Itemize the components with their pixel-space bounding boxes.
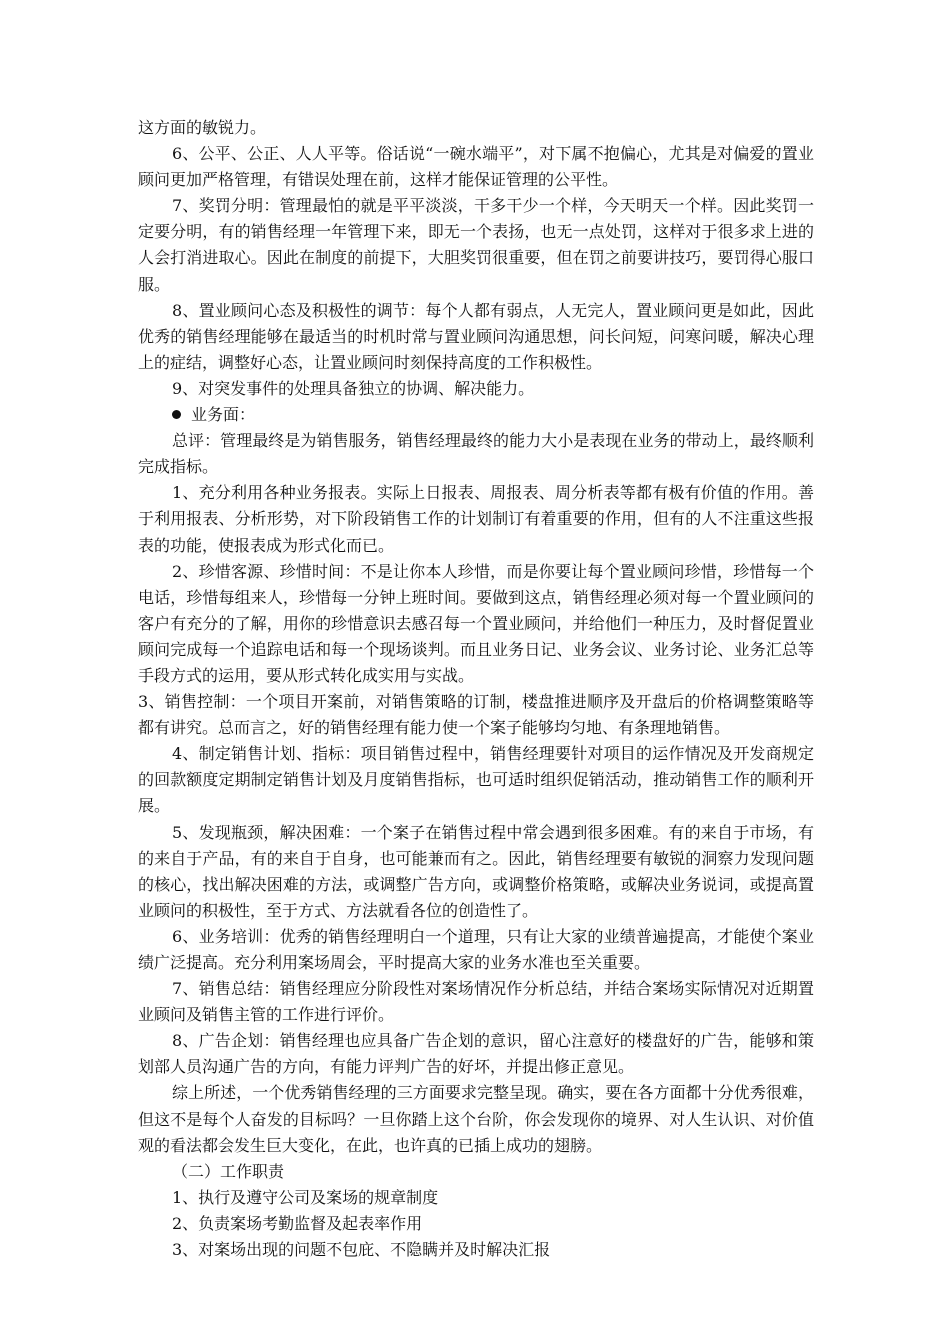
duty-item: 3、对案场出现的问题不包庇、不隐瞒并及时解决汇报 <box>172 1240 551 1260</box>
paragraph-training: 6、业务培训：优秀的销售经理明白一个道理，只有让大家的业绩普遍提高，才能使个案业绩广泛提高。充分利用案场周会，平时提高大家的业务水准也至关重要。 <box>138 926 814 972</box>
paragraph-advertising: 8、广告企划：销售经理也应具备广告企划的意识，留心注意好的楼盘好的广告，能够和策划部人员沟通广告的方向，有能力评判广告的好坏，并提出修正意见。 <box>138 1031 814 1077</box>
bullet-icon <box>172 410 181 419</box>
paragraph-sales-control: 3、销售控制：一个项目开案前，对销售策略的订制，楼盘推进顺序及开盘后的价格调整策略等都有讲究。总而言之，好的销售经理有能力使一个案子能够均匀地、有条理地销售。 <box>138 692 814 738</box>
paragraph-conclusion: 综上所述，一个优秀销售经理的三方面要求完整呈现。确实，要在各方面都十分优秀很难，但这不是每个人奋发的目标吗？一旦你踏上这个台阶，你会发现你的境界、对人生认识、对价值观的看法都会发生巨大变化，在此，也许真的已插上成功的翅膀。 <box>138 1083 814 1155</box>
section-heading-duties: （二）工作职责 <box>172 1161 285 1181</box>
section-heading-label: 业务面： <box>191 405 256 425</box>
paragraph-clients: 2、珍惜客源、珍惜时间：不是让你本人珍惜，而是你要让每个置业顾问珍惜，珍惜每一个电话，珍惜每组来人，珍惜每一分钟上班时间。要做到这点，销售经理必须对每一个置业顾问的客户有充分的了解，用你的珍惜意识去感召每一个置业顾问，并给他们一种压力，及时督促置业顾问完成每一个追踪电话和每一个现场谈判。而且业务日记、业务会议、业务讨论、业务汇总等手段方式的运用，要从形式转化成实用与实战。 <box>138 561 814 685</box>
duty-item: 2、负责案场考勤监督及起表率作用 <box>172 1213 423 1233</box>
document-page <box>138 115 814 1263</box>
paragraph-reports: 1、充分利用各种业务报表。实际上日报表、周报表、周分析表等都有极有价值的作用。善于利用报表、分析形势，对下阶段销售工作的计划制订有着重要的作用，但有的人不注重这些报表的功能，使报表成为形式化而已。 <box>138 483 814 555</box>
paragraph-emergency: 9、对突发事件的处理具备独立的协调、解决能力。 <box>172 378 535 398</box>
duty-item: 1、执行及遵守公司及案场的规章制度 <box>172 1187 439 1207</box>
paragraph-bottleneck: 5、发现瓶颈，解决困难：一个案子在销售过程中常会遇到很多困难。有的来自于市场，有的来自于产品，有的来自于自身，也可能兼而有之。因此，销售经理要有敏锐的洞察力发现问题的核心，找出解决困难的方法，或调整广告方向，或调整价格策略，或解决业务说词，或提高置业顾问的积极性，至于方式、方法就看各位的创造性了。 <box>138 822 814 920</box>
paragraph-continuation: 这方面的敏锐力。 <box>138 118 267 137</box>
paragraph-summary: 总评：管理最终是为销售服务，销售经理最终的能力大小是表现在业务的带动上，最终顺利完成指标。 <box>138 431 814 477</box>
paragraph-sales-summary: 7、销售总结：销售经理应分阶段性对案场情况作分析总结，并结合案场实际情况对近期置业顾问及销售主管的工作进行评价。 <box>138 979 814 1025</box>
paragraph-rewards: 7、奖罚分明：管理最怕的就是平平淡淡，干多干少一个样，今天明天一个样。因此奖罚一定要分明，有的销售经理一年管理下来，即无一个表扬，也无一点处罚，这样对于很多求上进的人会打消进取心。因此在制度的前提下，大胆奖罚很重要，但在罚之前要讲技巧，要罚得心服口服。 <box>138 196 814 294</box>
paragraph-fairness: 6、公平、公正、人人平等。俗话说“一碗水端平”，对下属不抱偏心，尤其是对偏爱的置业顾问更加严格管理，有错误处理在前，这样才能保证管理的公平性。 <box>138 144 814 190</box>
paragraph-mindset: 8、置业顾问心态及积极性的调节：每个人都有弱点，人无完人，置业顾问更是如此，因此优秀的销售经理能够在最适当的时机时常与置业顾问沟通思想，问长问短，问寒问暖，解决心理上的症结，调整好心态，让置业顾问时刻保持高度的工作积极性。 <box>138 300 814 372</box>
paragraph-sales-plan: 4、制定销售计划、指标：项目销售过程中，销售经理要针对项目的运作情况及开发商规定的回款额度定期制定销售计划及月度销售指标，也可适时组织促销活动，推动销售工作的顺利开展。 <box>138 744 814 816</box>
section-heading-business <box>138 402 814 428</box>
